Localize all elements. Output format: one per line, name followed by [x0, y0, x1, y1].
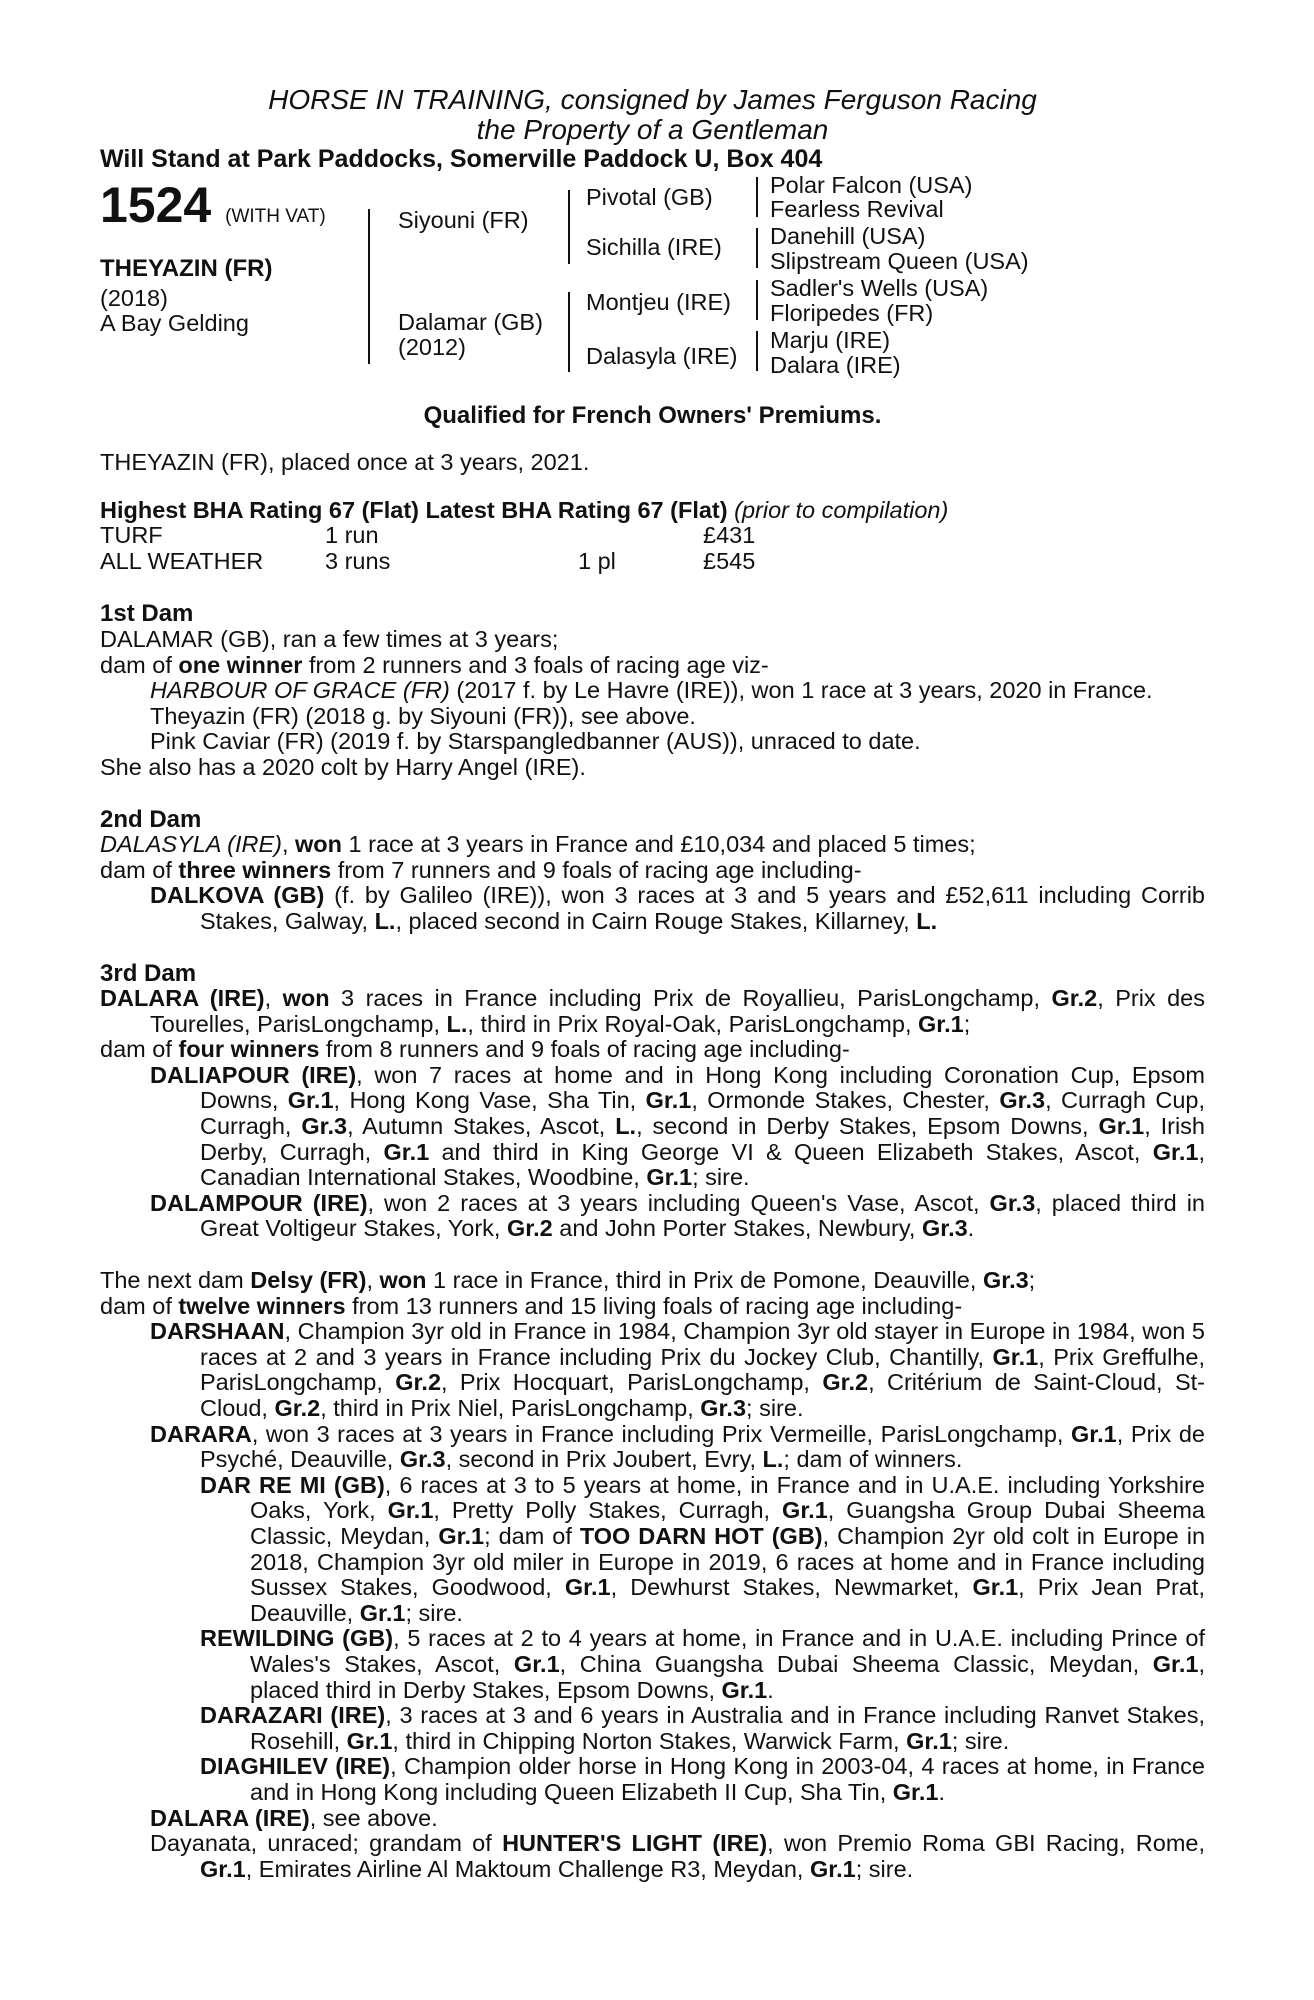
ped-ddd: Dalara (IRE) [770, 351, 901, 378]
dam-sire: Montjeu (IRE) [586, 288, 731, 315]
produce-item: DARARA, won 3 races at 3 years in France including Prix Vermeille, ParisLongchamp, Gr.1, Prix de Psyché, Deauville, Gr.3, second in Prix Joubert, Evry, L.; dam of winners. [150, 1420, 1205, 1473]
produce-item: DALIAPOUR (IRE), won 7 races at home and in Hong Kong including Coronation Cup, Epsom Downs, Gr.1, Hong Kong Vase, Sha Tin, Gr.1, Ormonde Stakes, Chester, Gr.3, Curragh Cup, Curragh, Gr.3, Autumn Stakes, Ascot, L., second in Derby Stakes, Epsom Downs, Gr.1, Irish Derby, Curragh, Gr.1 and third in King George VI & Queen Elizabeth Stakes, Ascot, Gr.1, Canadian International Stakes, Woodbine, Gr.1; sire. [150, 1061, 1206, 1191]
sire: Siyouni (FR) [398, 206, 529, 233]
second-dam-heading: 2nd Dam [100, 805, 202, 833]
stand-line: Will Stand at Park Paddocks, Somerville Paddock U, Box 404 [100, 145, 823, 173]
second-dam-line: DALASYLA (IRE), won 1 race at 3 years in France and £10,034 and placed 5 times; [100, 831, 976, 858]
brace-dd [756, 331, 758, 371]
first-dam-line: DALAMAR (GB), ran a few times at 3 years; [100, 625, 559, 652]
property-line: the Property of a Gentleman [476, 114, 829, 145]
produce-item: Theyazin (FR) (2018 g. by Siyouni (FR)), see above. [150, 702, 696, 729]
qualified-note: Qualified for French Owners' Premiums. [423, 401, 882, 429]
produce-item: DARSHAAN, Champion 3yr old in France in 1984, Champion 3yr old stayer in Europe in 1984, won 5 races at 2 and 3 years in France including Prix du Jockey Club, Chantilly, Gr.1, Prix Greffulhe, ParisLongchamp, Gr.2, Prix Hocquart, ParisLongchamp, Gr.2, Critérium de Saint-Cloud, St-Cloud, Gr.2, third in Prix Niel, ParisLongchamp, Gr.3; sire. [150, 1318, 1205, 1421]
produce-item: DALKOVA (GB) (f. by Galileo (IRE)), won 3 races at 3 and 5 years and £52,611 including Corrib Stakes, Galway, L., placed second in Cairn Rouge Stakes, Killarney, L. [150, 882, 1205, 934]
produce-item: Dayanata, unraced; grandam of HUNTER'S LIGHT (IRE), won Premio Roma GBI Racing, Rome, Gr.1, Emirates Airline Al Maktoum Challenge R3, Meydan, Gr.1; sire. [150, 1830, 1205, 1882]
pedigree [100, 171, 1205, 395]
turf-label: TURF [100, 522, 163, 549]
foaling-year: (2018) [100, 284, 168, 311]
next-dam-produce-line: dam of twelve winners from 13 runners and 15 living foals of racing age including- [100, 1292, 963, 1319]
next-dam-line: The next dam Delsy (FR), won 1 race in France, third in Prix de Pomone, Deauville, Gr.3; [100, 1267, 1036, 1294]
ped-dss: Sadler's Wells (USA) [770, 274, 989, 301]
aw-label: ALL WEATHER [100, 548, 264, 575]
brace-ss [756, 177, 758, 217]
ped-sds: Danehill (USA) [770, 222, 926, 249]
first-dam-produce-line: dam of one winner from 2 runners and 3 foals of racing age viz- [100, 651, 769, 678]
ped-sdd: Slipstream Queen (USA) [770, 247, 1029, 274]
produce-item: DALAMPOUR (IRE), won 2 races at 3 years including Queen's Vase, Ascot, Gr.3, placed third in Great Voltigeur Stakes, York, Gr.2 and John Porter Stakes, Newbury, Gr.3. [150, 1189, 1206, 1242]
aw-placed: 1 pl [578, 548, 616, 575]
ped-dds: Marju (IRE) [770, 326, 891, 353]
third-dam-produce-line: dam of four winners from 8 runners and 9 foals of racing age including- [100, 1036, 850, 1063]
produce-item: DARAZARI (IRE), 3 races at 3 and 6 years in Australia and in France including Ranvet Stakes, Rosehill, Gr.1, third in Chipping Norton Stakes, Warwick Farm, Gr.1; sire. [200, 1702, 1205, 1754]
third-dam-line: DALARA (IRE), won 3 races in France including Prix de Royallieu, ParisLongchamp, Gr.2, Prix des Tourelles, ParisLongchamp, L., third in Prix Royal-Oak, ParisLongchamp, Gr.1; [100, 985, 1206, 1037]
brace-ds [756, 280, 758, 320]
ped-dsd: Floripedes (FR) [770, 299, 934, 326]
brace-sd [756, 228, 758, 268]
horse-description: A Bay Gelding [100, 309, 249, 336]
brace-sire [568, 190, 570, 264]
dam: Dalamar (GB) [398, 308, 543, 335]
aw-prize: £545 [703, 548, 756, 575]
consignor-line: HORSE IN TRAINING, consigned by James Ferguson Racing [268, 84, 1037, 115]
first-dam-note: She also has a 2020 colt by Harry Angel (IRE). [100, 753, 586, 780]
aw-runs: 3 runs [325, 548, 391, 575]
brace-main [368, 209, 370, 364]
turf-prize: £431 [703, 522, 756, 549]
sire-dam: Sichilla (IRE) [586, 233, 722, 260]
produce-item: HARBOUR OF GRACE (FR) (2017 f. by Le Havre (IRE)), won 1 race at 3 years, 2020 in France. [150, 677, 1153, 704]
turf-runs: 1 run [325, 522, 379, 549]
ped-sss: Polar Falcon (USA) [770, 171, 973, 198]
first-dam-heading: 1st Dam [100, 600, 194, 628]
produce-item: DAR RE MI (GB), 6 races at 3 to 5 years at home, in France and in U.A.E. including Yorkshire Oaks, York, Gr.1, Pretty Polly Stakes, Curragh, Gr.1, Guangsha Group Dubai Sheema Classic, Meydan, Gr.1; dam of TOO DARN HOT (GB), Champion 2yr old colt in Europe in 2018, Champion 3yr old miler in Europe in 2019, 6 races at home and in France including Sussex Stakes, Goodwood, Gr.1, Dewhurst Stakes, Newmarket, Gr.1, Prix Jean Prat, Deauville, Gr.1; sire. [200, 1471, 1206, 1626]
brace-dam [568, 292, 570, 372]
rating-line: Highest BHA Rating 67 (Flat) Latest BHA Rating 67 (Flat) (prior to compilation) [100, 496, 949, 523]
ped-ssd: Fearless Revival [770, 195, 944, 222]
sire-sire: Pivotal (GB) [586, 183, 713, 210]
race-summary: THEYAZIN (FR), placed once at 3 years, 2021. [100, 449, 590, 476]
produce-item: DALARA (IRE), see above. [150, 1804, 438, 1831]
produce-item: REWILDING (GB), 5 races at 2 to 4 years at home, in France and in U.A.E. including Prince of Wales's Stakes, Ascot, Gr.1, China Guangsha Dubai Sheema Classic, Meydan, Gr.1, placed third in Derby Stakes, Epsom Downs, Gr.1. [200, 1625, 1206, 1703]
produce-item: Pink Caviar (FR) (2019 f. by Starspangledbanner (AUS)), unraced to date. [150, 728, 921, 755]
second-dam-produce-line: dam of three winners from 7 runners and 9 foals of racing age including- [100, 856, 862, 883]
lot-number: 1524 (WITH VAT) [100, 176, 326, 233]
produce-item: DIAGHILEV (IRE), Champion older horse in Hong Kong in 2003-04, 4 races at home, in France and in Hong Kong including Queen Elizabeth II Cup, Sha Tin, Gr.1. [200, 1753, 1206, 1805]
dam-year: (2012) [398, 333, 466, 360]
race-record [100, 523, 1205, 575]
dam-dam: Dalasyla (IRE) [586, 342, 738, 369]
third-dam-heading: 3rd Dam [100, 959, 197, 987]
horse-name: THEYAZIN (FR) [100, 254, 273, 282]
catalogue-page [100, 85, 1205, 1882]
